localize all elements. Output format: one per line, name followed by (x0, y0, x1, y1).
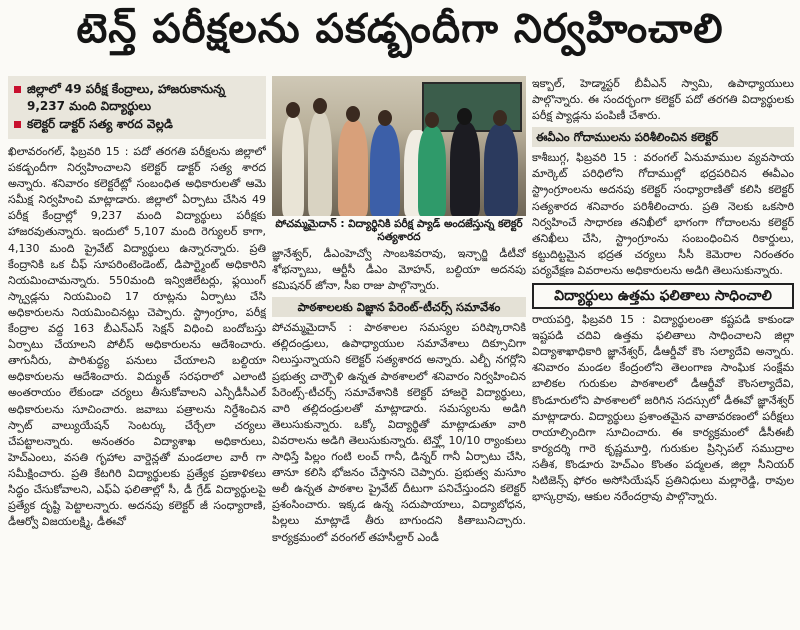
bullet-square-icon (14, 86, 21, 93)
article-body: ఇక్బాల్, హెడ్మాస్టర్ బీవీఎన్ స్వామి, ఉపాధ్యాయులు పాల్గొన్నారు. ఈ సందర్భంగా కలెక్టర్ పదో తరగతి విద్యార్థులకు పరీక్ష ప్యాడ్లను పంపిణీ చేశారు. (532, 77, 794, 123)
sub-headline: పాఠశాలలకు విజ్ఞాన పేరెంట్-టీచర్స్ సమావేశం (272, 297, 526, 317)
highlight-item (14, 116, 260, 133)
bullet-square-icon (14, 121, 21, 128)
article-body: కాశీబుగ్గ, ఫిబ్రవరి 15 : వరంగల్ ఏనుమాముల వ్యవసాయ మార్కెట్ పరిధిలోని గోదాముల్లో భద్రపరిచిన ఈవీఎం స్ట్రాంగ్రూంలను అదనపు కలెక్టర్ సంధ్యారాణితో కలిసి కలెక్టర్ సత్యశారద శనివారం పరిశీలించారు. ప్రతి నెలకు ఒకసారి నిర్వహించే సాధారణ తనిఖీలో భాగంగా గోదాంలను కలెక్టర్ తనిఖీలు చేసి, స్ట్రాంగ్రూంను సంబంధించిన రికార్డులు, కట్టుదిట్టమైన భద్రత చర్యలు సీసీ కెమెరాల నిరంతరం పర్యవేక్షణ వివరాలను అధికారులను అడిగి తెలుసుకున్నారు. (532, 151, 794, 277)
article-body: జ్ఞానేశ్వర్, డీఎంహెచ్వో సాంబశివరావు, ఇన్చార్జి డీటీవో శోభన్బాబు, ఆర్టీసీ డీఎం మోహన్, బల్దియా అదనపు కమిషనర్ జోనా, సీఐ రాజు పాల్గొన్నారు. (272, 247, 526, 293)
boxed-headline: విద్యార్థులు ఉత్తమ ఫలితాలు సాధించాలి (532, 283, 794, 309)
article-body: ఖిలావరంగల్, ఫిబ్రవరి 15 : పదో తరగతి పరీక్షలను జిల్లాలో పకడ్బందీగా నిర్వహించాలని కలెక్టర్ డాక్టర్ సత్య శారద అన్నారు. శనివారం కలెక్టరేట్లో సంబంధిత అధికారులతో ఆమె సమీక్ష నిర్వహించి మాట్లాడారు. జిల్లాలో ఏర్పాటు చేసిన 49 పరీక్ష కేంద్రాల్లో 9,237 మంది విద్యార్థులు పరీక్షకు హాజరవుతున్నారు. ఇందులో 5,107 మంది రెగ్యులర్ కాగా, 4,130 మంది ప్రైవేట్ విద్యార్థులు ఉన్నారన్నారు. ప్రతి కేంద్రానికి ఒక చీఫ్ సూపరింటెండెంట్, డిపార్ట్మెంట్ అధికారిని నియమించామన్నారు. 550మంది ఇన్విజిలేటర్లు, ఫ్లయింగ్ స్క్వాడ్లను నియమించి 17 రూట్లను ఏర్పాటు చేసి అధికారులను నియమించినట్లు చెప్పారు. స్ట్రాంగ్రూం, పరీక్ష కేంద్రాల వద్ద 163 బీఎన్ఎస్ సెక్షన్ విధించి బందోబస్తు ఏర్పాటు చేయాలని పోలీస్ అధికారులను ఆదేశించారు. తాగునీరు, పారిశుద్ధ్య పనులు చేయాలని బల్దియా అధికారులను ఆదేశించారు. విద్యుత్ సరఫరాలో ఎలాంటి అంతరాయం లేకుండా చర్యలు తీసుకోవాలని ఎన్పీడీసీఎల్ అధికారులను సూచించారు. జవాబు పత్రాలను నిర్దేశించిన స్పాట్ వాల్యుయేషన్ సెంటర్కు చేర్చేలా చర్యలు చేపట్టాలన్నారు. అనంతరం విద్యాశాఖ అధికారులు, హెచ్ఎంలు, వసతి గృహాల వార్డెన్లతో మండలాల వారీ గా సమీక్షించారు. ప్రతి కేటగిరి విద్యార్థులకు ప్రత్యేక ప్రణాళికలు సిద్ధం చేసుకోవాలని, ఎఫ్ఏ ఫలితాల్లో సీ, డీ గ్రేడ్ విద్యార్థులపై ప్రత్యేక దృష్టి పెట్టాలన్నారు. అదనపు కలెక్టర్ జీ సంధ్యారాణి, డీఆర్వో విజయలక్ష్మి, డీఈవో (8, 145, 266, 529)
highlights-box (8, 76, 266, 139)
highlight-item (14, 81, 260, 115)
headline: టెన్త్ పరీక్షలను పకడ్బందీగా నిర్వహించాలి (76, 4, 724, 52)
article-column-2 (272, 246, 526, 626)
highlight-text: జిల్లాలో 49 పరీక్ష కేంద్రాలు, హాజరుకానున్న 9,237 మంది విద్యార్థులు (27, 82, 226, 113)
photo-caption: పోచమ్మమైదాన్ : విద్యార్థినికి పరీక్ష ప్యాడ్ అందజేస్తున్న కలెక్టర్ సత్యశారద (275, 218, 523, 243)
article-column-3 (532, 76, 794, 626)
article-body: రాయపర్తి, ఫిబ్రవరి 15 : విద్యార్థులంతా కష్టపడి కాకుండా ఇష్టపడి చదివి ఉత్తమ ఫలితాలు సాధించాలని జిల్లా విద్యాశాఖాధికారి జ్ఞానేశ్వర్, డీఆర్డీవో కౌం సల్యాదేవి అన్నారు. శనివారం మండల కేంద్రంలోని తెలంగాణ సాంఘిక సంక్షేమ బాలికల గురుకుల పాఠశాలలో డీఆర్డీవో కౌంసల్యాదేవి, కొండూరులోని పాఠశాలలో జరిగిన సదస్సులో డీఈవో జ్ఞానేశ్వర్ మాట్లాడారు. విద్యార్థులు ప్రశాంతమైన వాతావరణంలో పరీక్షలు రాయాల్సిందిగా సూచించారు. ఈ కార్యక్రమంలో డీసీఈబీ కార్యదర్శి గారె కృష్ణమూర్తి, గురుకుల ప్రిన్సిపల్ సముద్రాల సతీశ, కొండూరు హెచ్ఎం కొంతం పద్మలత, జిల్లా సీనియర్ సిటిజెన్స్ ఫోరం అసోసియేషన్ ప్రతినిధులు మల్లారెడ్డి, రావుల భాస్కర్రావు, ఆకుల నరేందర్రావు పాల్గొన్నారు. (532, 313, 794, 504)
sub-headline: ఈవీఎం గోదాములను పరిశీలించిన కలెక్టర్ (532, 127, 794, 147)
highlight-text: కలెక్టర్ డాక్టర్ సత్య శారద వెల్లడి (27, 117, 173, 131)
article-body: పోచమ్మమైదాన్ : పాఠశాలల సమస్యల పరిష్కారానికి తల్లిదండ్రులు, ఉపాధ్యాయుల సమావేశాలు దిక్సూచిగా నిలుస్తున్నాయని కలెక్టర్ సత్యశారద అన్నారు. ఎల్బీ నగర్లోని ప్రభుత్వ చార్బౌళి ఉన్నత పాఠశాలలో శనివారం నిర్వహించిన పేరెంట్స్-టీచర్స్ సమావేశానికి కలెక్టర్ హాజరై విద్యార్థులు, వారి తల్లిదండ్రులతో మాట్లాడారు. సమస్యలను అడిగి తెలుసుకున్నారు. ఒక్కో విద్యార్థితో మాట్లాడుతూ వారి వివరాలను అడిగి తెలుసుకున్నారు. టెన్త్లో 10/10 ర్యాంకులు సాధిస్తే పిల్లం గంటి లంచ్ గానీ, డిన్నర్ గానీ ఏర్పాటు చేసి, తానూ కలిసి భోజనం చేస్తానని చెప్పారు. ప్రభుత్వ మసూం అలీ ఉన్నత పాఠశాల ప్రైవేట్ దీటుగా పనిచేస్తుందని కలెక్టర్ ప్రశంసించారు. ఇక్కడ ఉన్న సదుపాయాలు, విద్యాబోధన, పిల్లలు మాట్లాడే తీరు బాగుందని కితాబునిచ్చారు. కార్యక్రమంలో వరంగల్ తహసీల్దార్ ఎండీ (272, 321, 526, 544)
article-column-1 (8, 76, 266, 626)
news-photo (272, 76, 526, 216)
